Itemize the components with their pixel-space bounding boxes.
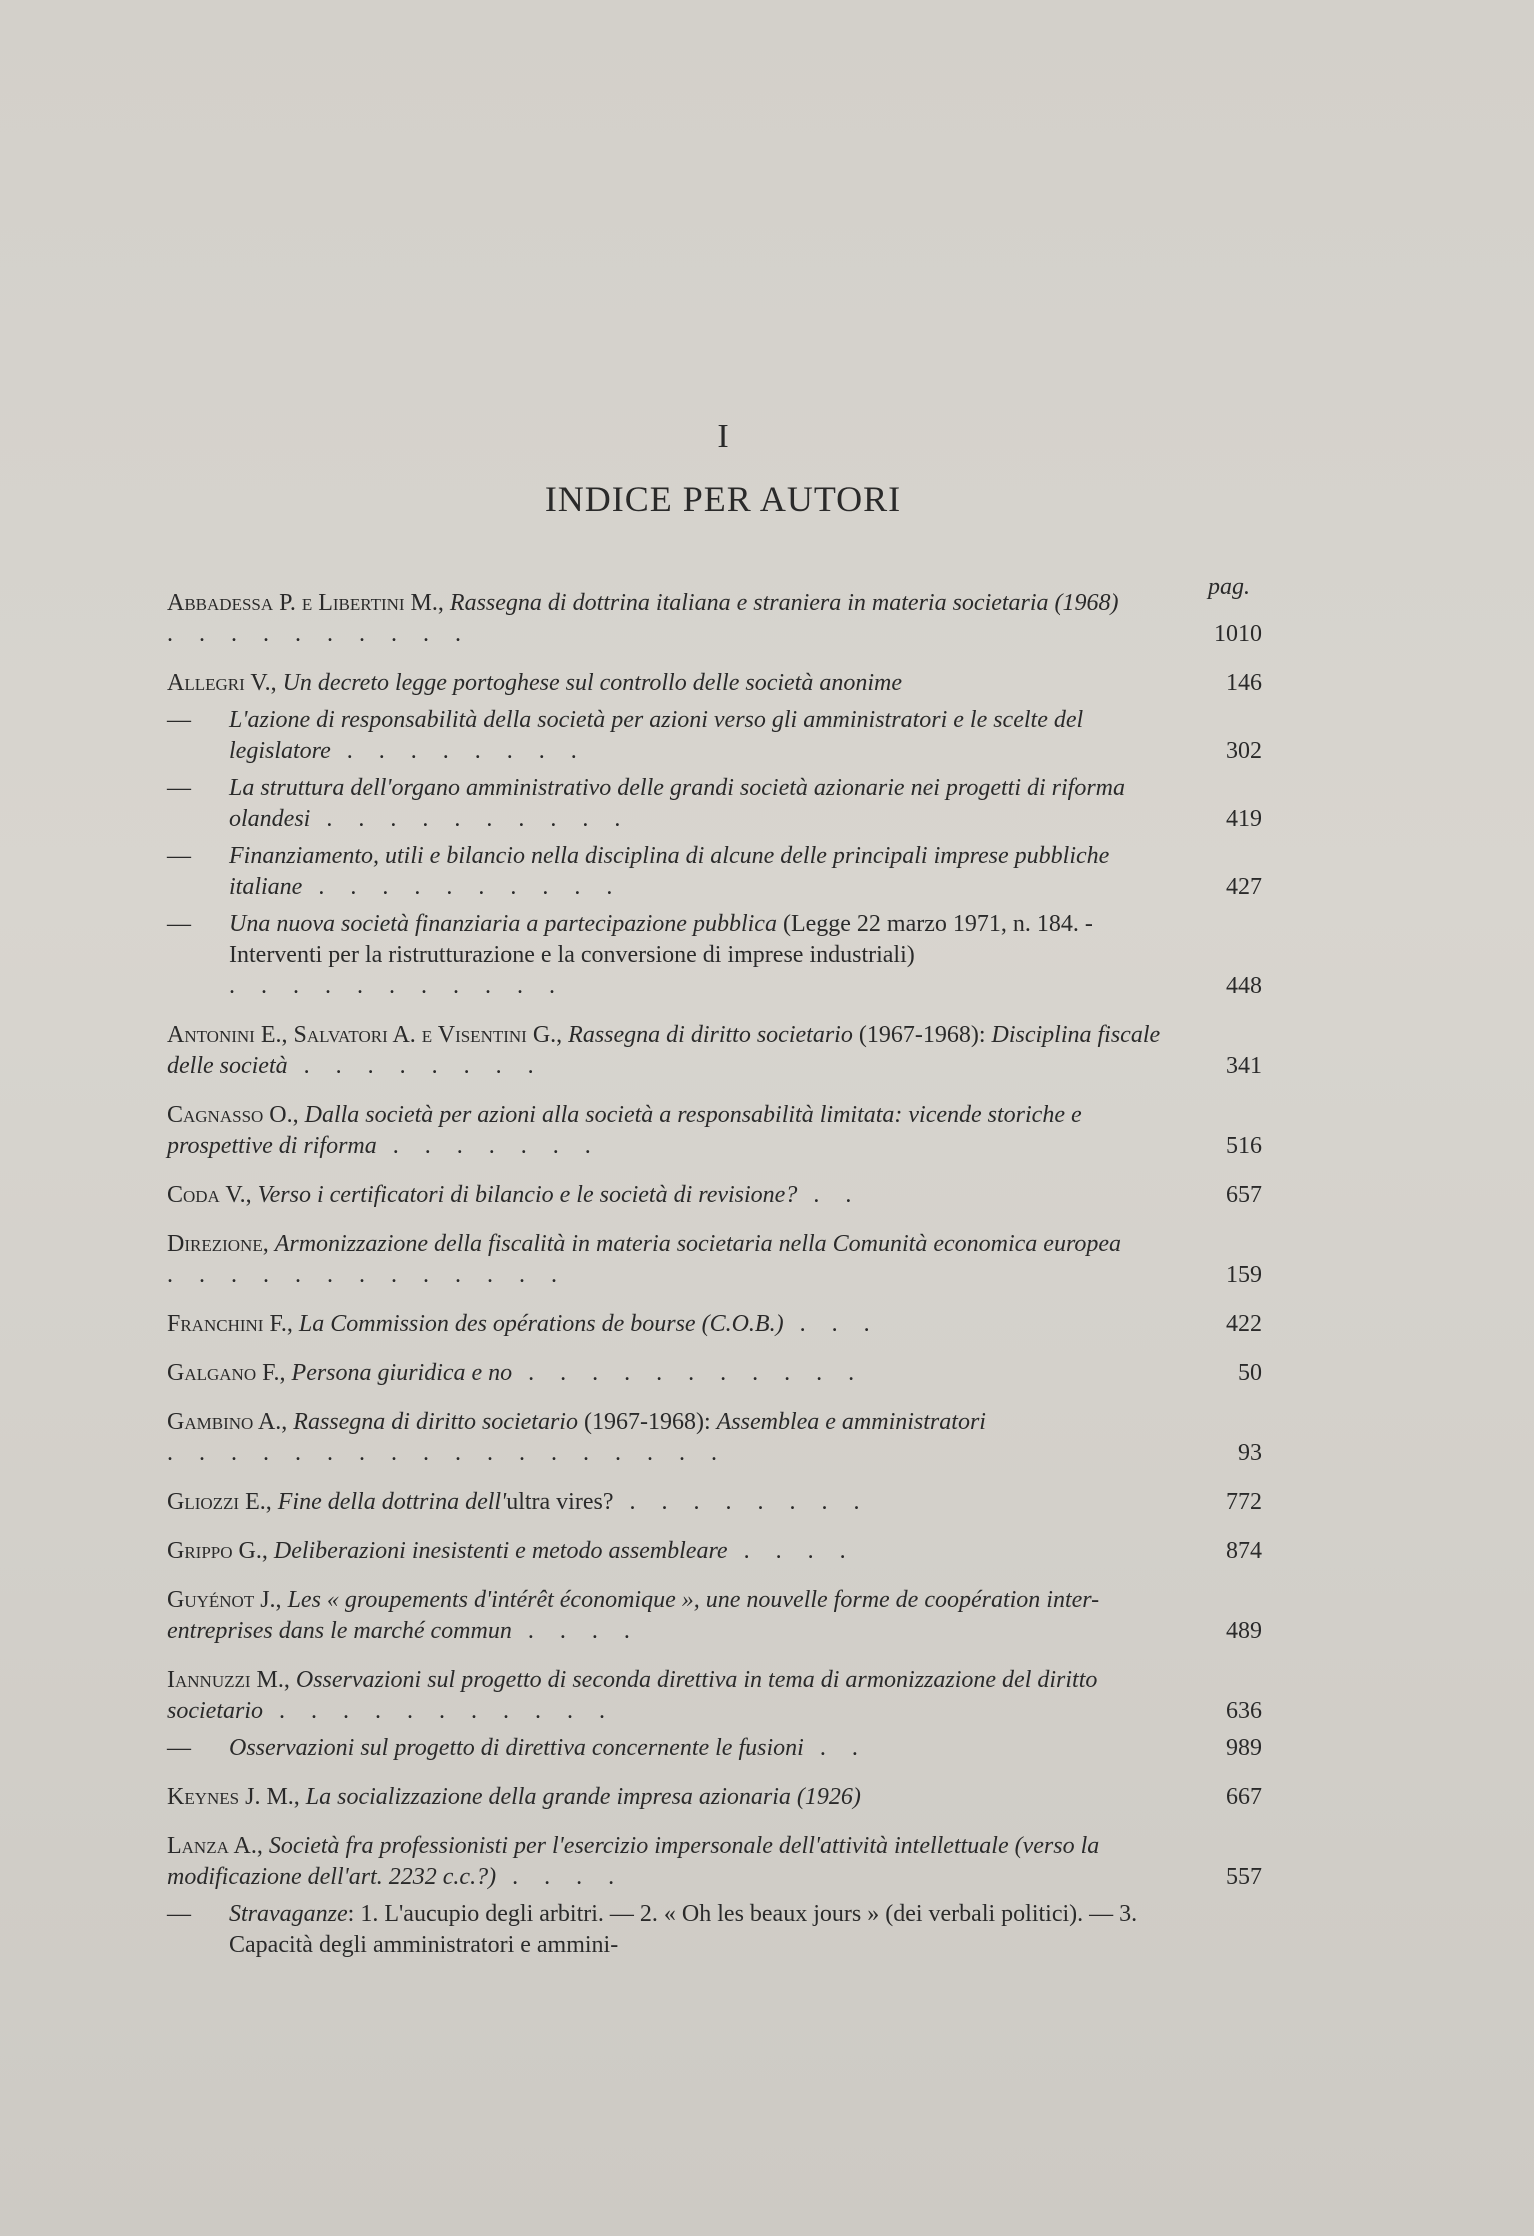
entry-title: Rassegna di dottrina italiana e straniera in materia societaria (1968) xyxy=(449,590,1119,616)
entry-author: Abbadessa P. e Libertini M., xyxy=(167,590,444,616)
entry-author: Lanza A., xyxy=(167,1833,263,1859)
ditto-dash: — xyxy=(167,843,191,869)
page-title: INDICE PER AUTORI xyxy=(544,479,902,519)
entry-author: Galgano F., xyxy=(167,1360,286,1386)
index-entry xyxy=(167,588,1262,650)
entry-author: Keynes J. M., xyxy=(167,1784,300,1810)
index-entry xyxy=(167,1180,1262,1211)
leader-dots: . . . . xyxy=(511,1618,640,1644)
entry-author: Cagnasso O., xyxy=(167,1102,299,1128)
entry-note: (1967-1968): xyxy=(577,1409,717,1435)
entry-page-number: 159 xyxy=(1226,1262,1262,1288)
entry-page-number: 772 xyxy=(1226,1489,1262,1515)
leader-dots: . . . . . . . . . . xyxy=(310,806,631,832)
entry-title: Un decreto legge portoghese sul controllo delle società anonime xyxy=(282,670,902,696)
entry-note: ultra vires? xyxy=(506,1489,614,1515)
leader-dots: . . . . . . . . . . xyxy=(167,621,471,647)
entry-title: Fine della dottrina dell' xyxy=(277,1489,507,1515)
entry-page-number: 146 xyxy=(1226,670,1262,696)
index-subentry xyxy=(167,841,1262,903)
entry-subtitle: Assemblea e amministratori xyxy=(716,1409,986,1435)
entry-title: L'azione di responsabilità della società per azioni verso gli amministratori e le scelte del legislatore xyxy=(229,707,1084,764)
ditto-dash: — xyxy=(167,1735,191,1761)
index-subentry xyxy=(167,1899,1262,1961)
index-entry xyxy=(167,1229,1262,1291)
entry-page-number: 516 xyxy=(1226,1133,1262,1159)
index-entry xyxy=(167,1020,1262,1082)
entry-title: Les « groupements d'intérêt économique », une nouvelle forme de coopération inter-entreprises dans le marché commun xyxy=(167,1587,1100,1644)
entry-title: Finanziamento, utili e bilancio nella disciplina di alcune delle principali imprese pubbliche italiane xyxy=(229,843,1110,900)
index-entry xyxy=(167,1407,1262,1469)
entry-author: Direzione, xyxy=(167,1231,269,1257)
entry-title: Armonizzazione della fiscalità in materia societaria nella Comunità economica europea xyxy=(274,1231,1122,1257)
index-entry xyxy=(167,1831,1262,1893)
index-entry xyxy=(167,1536,1262,1567)
index-entry xyxy=(167,1585,1262,1647)
entry-page-number: 341 xyxy=(1226,1053,1262,1079)
entry-page-number: 557 xyxy=(1226,1864,1262,1890)
leader-dots: . . . . . . . . . . . . . xyxy=(167,1262,567,1288)
entry-author: Allegri V., xyxy=(167,670,277,696)
index-subentry xyxy=(167,1733,1262,1764)
leader-dots: . . . . . . . . . . xyxy=(302,874,623,900)
index-entry xyxy=(167,1782,1262,1813)
leader-dots: . . . . . . . . . . . xyxy=(263,1698,615,1724)
page-column-label: pag. xyxy=(1208,574,1250,600)
entry-subtitle: Disciplina fiscale delle società xyxy=(167,1022,1161,1079)
ditto-dash: — xyxy=(167,1901,191,1927)
entry-page-number: 636 xyxy=(1226,1698,1262,1724)
entry-page-number: 302 xyxy=(1226,738,1262,764)
entry-title: Stravaganze xyxy=(229,1901,348,1927)
entry-author: Antonini E., Salvatori A. e Visentini G., xyxy=(167,1022,563,1048)
leader-dots: . . . . . . . xyxy=(376,1133,601,1159)
ditto-dash: — xyxy=(167,775,191,801)
leader-dots: . . . . . . . . xyxy=(287,1053,544,1079)
entry-title: Verso i certificatori di bilancio e le società di revisione? xyxy=(257,1182,798,1208)
entry-title: La socializzazione della grande impresa azionaria (1926) xyxy=(305,1784,861,1810)
leader-dots: . . . xyxy=(783,1311,880,1337)
section-numeral: I xyxy=(717,418,729,455)
entry-title: Osservazioni sul progetto di seconda direttiva in tema di armonizzazione del diritto societario xyxy=(167,1667,1098,1724)
entry-page-number: 874 xyxy=(1226,1538,1262,1564)
entry-title: Rassegna di diritto societario xyxy=(568,1022,853,1048)
leader-dots: . . . . . . . . xyxy=(613,1489,870,1515)
entry-title: Persona giuridica e no xyxy=(291,1360,513,1386)
leader-dots: . . . . . . . . xyxy=(330,738,587,764)
entry-page-number: 93 xyxy=(1238,1440,1262,1466)
entry-title: La Commission des opérations de bourse (C.O.B.) xyxy=(298,1311,784,1337)
entry-page-number: 667 xyxy=(1226,1784,1262,1810)
leader-dots: . . . . . . . . . . . xyxy=(229,973,565,999)
entry-title: Deliberazioni inesistenti e metodo assembleare xyxy=(273,1538,728,1564)
entry-author: Coda V., xyxy=(167,1182,252,1208)
entry-page-number: 489 xyxy=(1226,1618,1262,1644)
index-entry xyxy=(167,1358,1262,1389)
entry-page-number: 1010 xyxy=(1214,621,1262,647)
entry-note: (Legge 22 marzo 1971, n. 184. - Interventi per la ristrutturazione e la conversione di imprese industriali) xyxy=(229,911,1093,968)
index-entry xyxy=(167,1100,1262,1162)
entry-author: Gliozzi E., xyxy=(167,1489,272,1515)
entry-author: Guyénot J., xyxy=(167,1587,282,1613)
entry-author: Iannuzzi M., xyxy=(167,1667,290,1693)
index-subentry xyxy=(167,773,1262,835)
ditto-dash: — xyxy=(167,707,191,733)
entry-title: La struttura dell'organo amministrativo delle grandi società azionarie nei progetti di riforma olandesi xyxy=(229,775,1126,832)
entry-author: Gambino A., xyxy=(167,1409,288,1435)
ditto-dash: — xyxy=(167,911,191,937)
entry-page-number: 419 xyxy=(1226,806,1262,832)
entry-page-number: 50 xyxy=(1238,1360,1262,1386)
entry-title: Rassegna di diritto societario xyxy=(293,1409,578,1435)
entry-page-number: 422 xyxy=(1226,1311,1262,1337)
entry-author: Franchini F., xyxy=(167,1311,293,1337)
leader-dots: . . . . . . . . . . . xyxy=(512,1360,865,1386)
leader-dots: . . xyxy=(803,1735,868,1761)
entry-title: Società fra professionisti per l'esercizio impersonale dell'attività intellettuale (verso la modificazione dell'art. 2232 c.c.?) xyxy=(167,1833,1100,1890)
index-entry xyxy=(167,668,1262,699)
leader-dots: . . . . . . . . . . . . . . . . . . xyxy=(167,1440,727,1466)
index-subentry xyxy=(167,909,1262,1002)
entry-note: : 1. L'aucupio degli arbitri. — 2. « Oh les beaux jours » (dei verbali politici). — 3. Capacità degli amministratori e ammini- xyxy=(229,1901,1138,1958)
entry-title: Dalla società per azioni alla società a responsabilità limitata: vicende storiche e prospettive di riforma xyxy=(167,1102,1082,1159)
index-entry xyxy=(167,1487,1262,1518)
leader-dots: . . . . xyxy=(496,1864,625,1890)
entry-note: (1967-1968): xyxy=(852,1022,992,1048)
entry-page-number: 448 xyxy=(1226,973,1262,999)
index-subentry xyxy=(167,705,1262,767)
entry-page-number: 989 xyxy=(1226,1735,1262,1761)
entry-page-number: 427 xyxy=(1226,874,1262,900)
author-index xyxy=(167,588,1262,1979)
leader-dots: . . xyxy=(797,1182,862,1208)
entry-page-number: 657 xyxy=(1226,1182,1262,1208)
index-entry xyxy=(167,1665,1262,1727)
leader-dots: . . . . xyxy=(727,1538,856,1564)
entry-author: Grippo G., xyxy=(167,1538,268,1564)
index-entry xyxy=(167,1309,1262,1340)
entry-title: Una nuova società finanziaria a partecipazione pubblica xyxy=(229,911,777,937)
entry-title: Osservazioni sul progetto di direttiva concernente le fusioni xyxy=(229,1735,804,1761)
